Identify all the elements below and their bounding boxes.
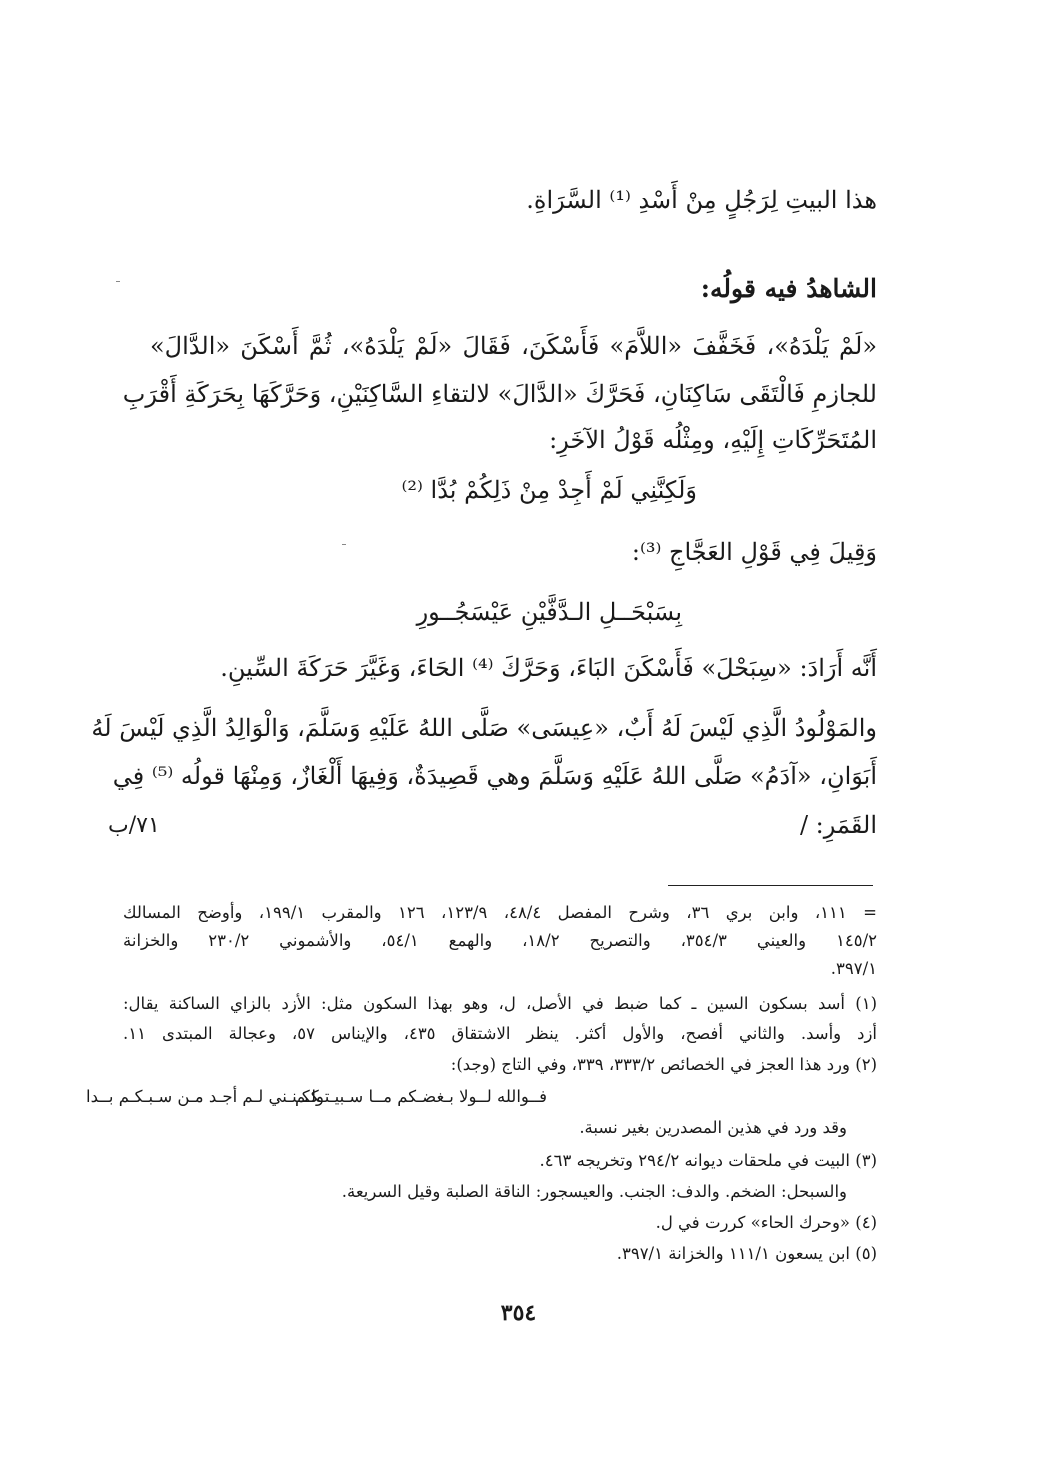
margin-folio-note: ٧١/ب (108, 813, 160, 838)
footnote-continued-line-1: = ١١١، وابن بري ٣٦، وشرح المفصل ٤٨/٤، ١٢٣/٩، ١٢٦ والمقرب ١٩٩/١، وأوضح المسالك (123, 903, 877, 922)
footnote-4-line-1: (٤) «وحرك الحاء» كررت في ل. (655, 1213, 877, 1232)
body-line-4: للجازمِ فَالْتَقَى سَاكِنَانِ، فَحَرَّكَ «الدَّالَ» لالتقاءِ السَّاكِنَيْنِ، وَحَرَّكَهَا بِحَرَكَةِ أَقْرَبِ (122, 380, 877, 408)
body-line-10: والمَوْلُودُ الَّذِي لَيْسَ لَهُ أَبٌ، «عِيسَى» صَلَّى اللهُ عَلَيْهِ وَسَلَّمَ، وَالْوَالِدُ الَّذِي لَيْسَ لَهُ (91, 714, 877, 742)
footnote-2-verse-hemistich-2: ولكـنـني لـم أجـد مـن سـبـكـم بــدا (86, 1087, 324, 1106)
body-line-9: أَنَّه أَرَادَ: «سِبَحْلَ» فَأَسْكَنَ البَاءَ، وَحَرَّكَ ⁽⁴⁾ الحَاءَ، وَغَيَّرَ حَرَكَةَ السِّينِ. (220, 654, 877, 682)
footnote-2-line-2: وقد ورد في هذين المصدرين بغير نسبة. (579, 1118, 847, 1137)
footnote-continued-line-2: ١٤٥/٢ والعيني ٣٥٤/٣، والتصريح ١٨/٢، والهمع ٥٤/١، والأشموني ٢٣٠/٢ والخزانة (123, 931, 877, 950)
page-number: ٣٥٤ (500, 1300, 537, 1326)
footnote-3-line-2: والسبحل: الضخم. والدف: الجنب. والعيسجور: الناقة الصلبة وقيل السريعة. (341, 1182, 847, 1201)
verse-line-2: بِسَبْحَــلِ الـدَّفَّيْنِ عَيْسَجُــورِ (416, 598, 682, 626)
body-line-7: وَقِيلَ فِي قَوْلِ العَجَّاجِ ⁽³⁾: (631, 538, 877, 566)
footnote-2-verse-hemistich-1: فــوالله لــولا بـغضـكم مــا سـبيـتـكـم (295, 1087, 547, 1106)
footnote-5-line-1: (٥) ابن يسعون ١١١/١ والخزانة ٣٩٧/١. (616, 1244, 877, 1263)
stray-mark (342, 544, 346, 545)
section-heading: الشاهدُ فيه قولُه: (700, 274, 877, 303)
footnote-2-line-1: (٢) ورد هذا العجز في الخصائص ٣٣٣/٢، ٣٣٩، وفي التاج (وجد): (450, 1055, 877, 1074)
body-line-1: هذا البيتِ لِرَجُلٍ مِنْ أَسْدِ ⁽¹⁾ السَّرَاةِ. (526, 186, 877, 214)
footnote-continued-line-3: ٣٩٧/١. (830, 959, 877, 978)
body-line-11: أَبَوَانِ، «آدَمُ» صَلَّى اللهُ عَلَيْهِ وَسَلَّمَ وهي قَصِيدَةٌ، وَفِيهَا أَلْغَازٌ، وَمِنْهَا قولُه ⁽⁵⁾ فِي (112, 762, 877, 790)
verse-line-1: وَلَكِنَّنِي لَمْ أَجِدْ مِنْ ذَلِكُمْ بُدَّا ⁽²⁾ (401, 476, 697, 504)
body-line-12: القَمَرِ: / (799, 811, 877, 839)
footnote-1-line-2: أزد وأسد. والثاني أفصح، والأول أكثر. ينظر الاشتقاق ٤٣٥، والإيناس ٥٧، وعجالة المبتدى ١١. (123, 1024, 877, 1043)
footnote-1-line-1: (١) أسد بسكون السين ـ كما ضبط في الأصل، ل، وهو بهذا السكون مثل: الأزد بالزاي الساكنة يقال: (123, 994, 877, 1013)
body-line-5: المُتَحَرِّكَاتِ إِلَيْهِ، ومِثْلُه قَوْلُ الآخَرِ: (549, 426, 877, 454)
stray-mark (116, 281, 120, 282)
footnote-separator (668, 885, 873, 886)
footnote-3-line-1: (٣) البيت في ملحقات ديوانه ٢٩٤/٢ وتخريجه ٤٦٣. (539, 1151, 877, 1170)
body-line-3: «لَمْ يَلْدَهُ»، فَخَفَّفَ «اللاَّمَ» فَأَسْكَنَ، فَقَالَ «لَمْ يَلْدَهُ»، ثُمَّ أَسْكَنَ «الدَّالَ» (150, 332, 877, 360)
